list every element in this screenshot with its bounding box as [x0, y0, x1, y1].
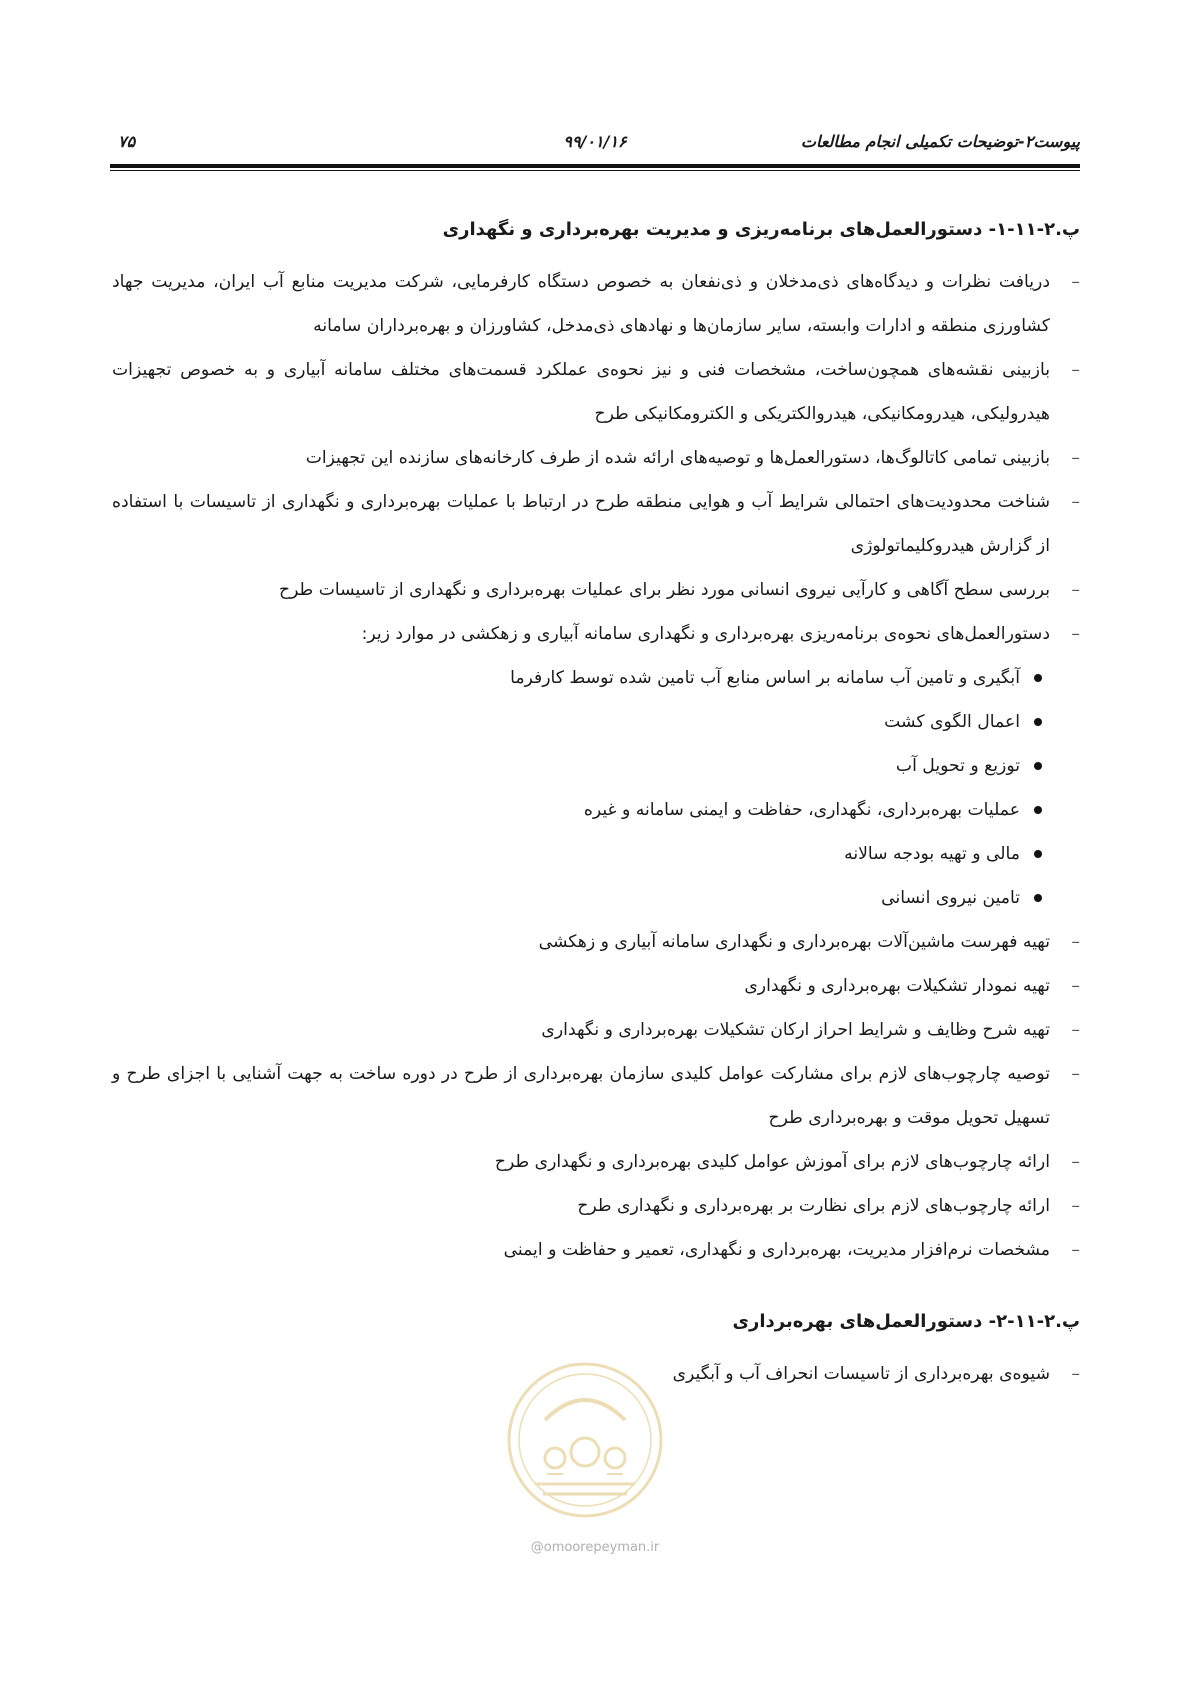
bullet-dot-icon	[1034, 674, 1042, 682]
list-item-text: دریافت نظرات و دیدگاه‌های ذی‌مدخلان و ذی‌نفعان به خصوص دستگاه کارفرمایی، شرکت مدیریت منابع آب ایران، مدیریت جهاد کشاورزی منطقه و ادارات وابسته، سایر سازمان‌ها و نهادهای ذی‌مدخل، کشاورزان و بهره‌برداران سامانه	[112, 272, 1050, 336]
watermark-url: @omoorepeyman.ir	[530, 1540, 660, 1555]
bullet-item-text: اعمال الگوی کشت	[884, 712, 1020, 732]
bullet-item	[112, 876, 1020, 920]
bullet-item	[112, 832, 1020, 876]
list-item-text: بازبینی نقشه‌های همچون‌ساخت، مشخصات فنی و نیز نحوه‌ی عملکرد قسمت‌های مختلف سامانه آبیاری و به خصوص تجهیزات هیدرولیکی، هیدرومکانیکی، هیدروالکتریکی و الکترومکانیکی طرح	[112, 360, 1050, 424]
bullet-dot-icon	[1034, 762, 1042, 770]
list-item	[112, 1184, 1080, 1228]
bullet-item	[112, 788, 1020, 832]
section1-list	[112, 260, 1080, 1272]
list-item	[112, 480, 1080, 568]
bullet-item-text: توزیع و تحویل آب	[895, 756, 1020, 776]
bullet-item-text: عملیات بهره‌برداری، نگهداری، حفاظت و ایمنی سامانه و غیره	[583, 800, 1020, 820]
bullet-item	[112, 700, 1020, 744]
bullet-item	[112, 744, 1020, 788]
dash-marker: –	[1071, 976, 1080, 996]
list-item	[112, 260, 1080, 348]
list-item-text: بررسی سطح آگاهی و کارآیی نیروی انسانی مورد نظر برای عملیات بهره‌برداری و نگهداری از تاسیسات طرح	[278, 580, 1050, 600]
header-title: پیوست۲-توضیحات تکمیلی انجام مطالعات	[800, 132, 1080, 151]
list-item	[112, 1052, 1080, 1140]
header-rule-thin	[110, 170, 1080, 171]
dash-marker: –	[1071, 1240, 1080, 1260]
list-item-text: بازبینی تمامی کاتالوگ‌ها، دستورالعمل‌ها و توصیه‌های ارائه شده از طرف کارخانه‌های سازنده این تجهیزات	[305, 448, 1050, 468]
list-item	[112, 1228, 1080, 1272]
dash-marker: –	[1071, 492, 1080, 512]
list-item-text: شناخت محدودیت‌های احتمالی شرایط آب و هوایی منطقه طرح در ارتباط با عملیات بهره‌برداری و نگهداری از تاسیسات با استفاده از گزارش هیدروکلیماتولوژی	[112, 492, 1050, 556]
header-rule-thick	[110, 164, 1080, 168]
page-number: ۷۵	[118, 132, 136, 151]
watermark-logo-icon	[505, 1360, 665, 1520]
list-item-text: ارائه چارچوب‌های لازم برای نظارت بر بهره‌برداری و نگهداری طرح	[577, 1196, 1050, 1216]
list-item-text: تهیه شرح وظایف و شرایط احراز ارکان تشکیلات بهره‌برداری و نگهداری	[541, 1020, 1050, 1040]
list-item	[112, 568, 1080, 612]
bullet-item-text: آبگیری و تامین آب سامانه بر اساس منابع آب تامین شده توسط کارفرما	[510, 668, 1020, 688]
list-item-text: شیوه‌ی بهره‌برداری از تاسیسات انحراف آب و آبگیری	[672, 1364, 1050, 1384]
bullet-dot-icon	[1034, 718, 1042, 726]
bullet-item-text: مالی و تهیه بودجه سالانه	[844, 844, 1020, 864]
list-item	[112, 1008, 1080, 1052]
list-item-text: توصیه چارچوب‌های لازم برای مشارکت عوامل کلیدی سازمان بهره‌برداری از طرح در دوره ساخت به جهت آشنایی با اجزای طرح و تسهیل تحویل موقت و بهره‌برداری طرح	[112, 1064, 1050, 1128]
dash-marker: –	[1071, 624, 1080, 644]
page-header	[110, 128, 1080, 156]
dash-marker: –	[1071, 580, 1080, 600]
dash-marker: –	[1071, 1196, 1080, 1216]
dash-marker: –	[1071, 1152, 1080, 1172]
section-heading: پ.۲-۱۱-۱- دستورالعمل‌های برنامه‌ریزی و مدیریت بهره‌برداری و نگهداری	[442, 219, 1080, 240]
bullet-dot-icon	[1034, 806, 1042, 814]
list-item	[112, 920, 1080, 964]
bullet-dot-icon	[1034, 894, 1042, 902]
dash-marker: –	[1071, 1364, 1080, 1384]
dash-marker: –	[1071, 272, 1080, 292]
dash-marker: –	[1071, 1064, 1080, 1084]
bullet-item	[112, 656, 1020, 700]
dash-marker: –	[1071, 448, 1080, 468]
list-item	[112, 964, 1080, 1008]
list-item	[112, 348, 1080, 436]
document-body	[112, 210, 1080, 1396]
list-item	[112, 1140, 1080, 1184]
bullet-item-text: تامین نیروی انسانی	[881, 888, 1020, 908]
section-heading: پ.۲-۱۱-۲- دستورالعمل‌های بهره‌برداری	[732, 1311, 1080, 1332]
dash-marker: –	[1071, 360, 1080, 380]
list-item-text: دستورالعمل‌های نحوه‌ی برنامه‌ریزی بهره‌برداری و نگهداری سامانه آبیاری و زهکشی در موارد زیر:	[361, 624, 1050, 644]
list-item-text: مشخصات نرم‌افزار مدیریت، بهره‌برداری و نگهداری، تعمیر و حفاظت و ایمنی	[503, 1240, 1050, 1260]
list-item	[112, 612, 1080, 920]
bullet-dot-icon	[1034, 850, 1042, 858]
list-item-text: تهیه نمودار تشکیلات بهره‌برداری و نگهداری	[744, 976, 1050, 996]
dash-marker: –	[1071, 932, 1080, 952]
list-item	[112, 436, 1080, 480]
dash-marker: –	[1071, 1020, 1080, 1040]
list-item-text: تهیه فهرست ماشین‌آلات بهره‌برداری و نگهداری سامانه آبیاری و زهکشی	[538, 932, 1050, 952]
list-item-text: ارائه چارچوب‌های لازم برای آموزش عوامل کلیدی بهره‌برداری و نگهداری طرح	[494, 1152, 1050, 1172]
bullet-sublist	[112, 656, 1050, 920]
header-date: ۹۹/۰۱/۱۶	[563, 132, 627, 151]
